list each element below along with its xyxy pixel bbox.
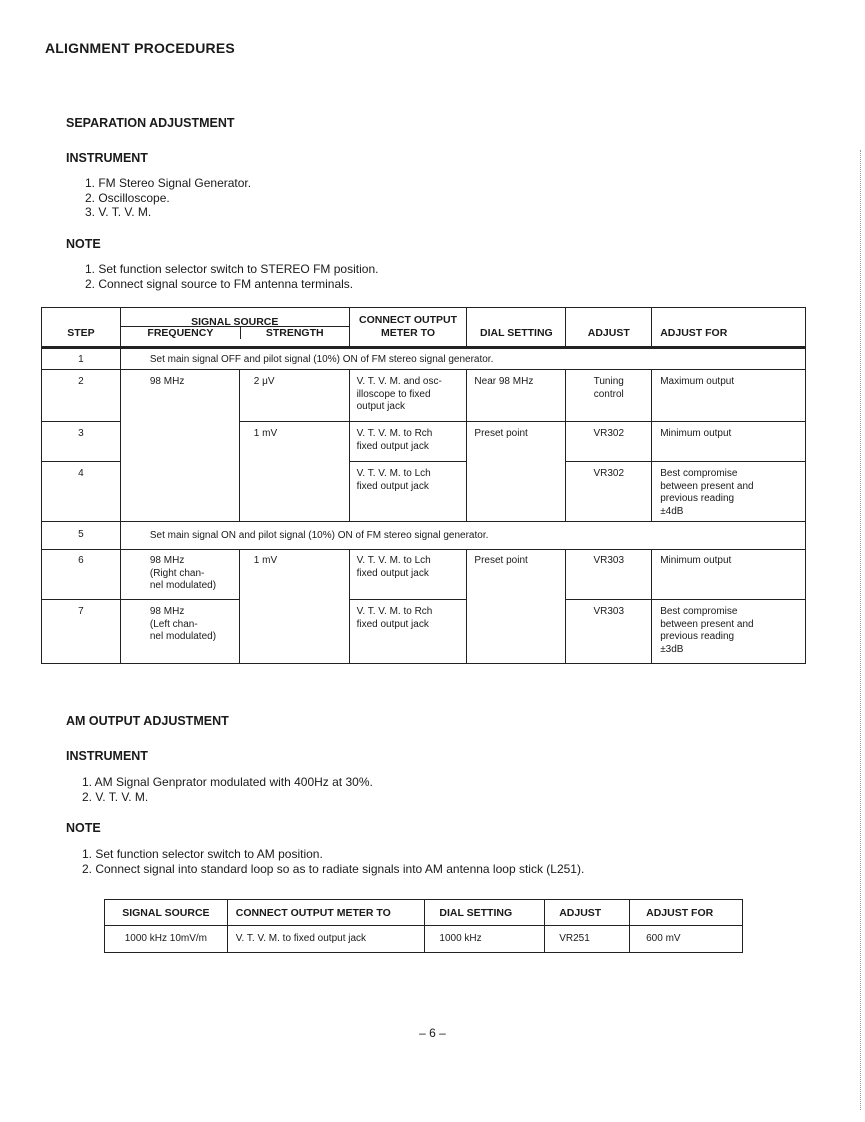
table-row bbox=[42, 370, 806, 422]
am-header-adjust: ADJUST bbox=[545, 900, 630, 926]
am-title: AM OUTPUT ADJUSTMENT bbox=[66, 714, 229, 728]
list-item: 1. Set function selector switch to STEREO FM position. bbox=[85, 262, 379, 276]
am-adjust-for-cell: 600 mV bbox=[630, 926, 743, 953]
step-cell: 2 bbox=[42, 370, 121, 422]
am-instrument-heading: INSTRUMENT bbox=[66, 749, 148, 763]
list-item: 2. V. T. V. M. bbox=[82, 789, 149, 804]
am-adjust-cell: VR251 bbox=[545, 926, 630, 953]
frequency-cell: 98 MHz (Right chan- nel modulated) bbox=[120, 550, 239, 600]
connect-cell: V. T. V. M. to Rch fixed output jack bbox=[349, 600, 467, 664]
dial-cell-empty bbox=[467, 462, 566, 522]
strength-cell: 2 μV bbox=[239, 370, 349, 422]
dial-cell: Preset point bbox=[467, 422, 566, 462]
list-item: 1. FM Stereo Signal Generator. bbox=[85, 176, 252, 190]
header-adjust: ADJUST bbox=[566, 308, 652, 348]
frequency-cell-empty bbox=[120, 422, 239, 462]
list-item: 3. V. T. V. M. bbox=[85, 205, 152, 219]
connect-cell: V. T. V. M. to Lch fixed output jack bbox=[349, 550, 467, 600]
header-frequency: FREQUENCY bbox=[121, 327, 241, 339]
list-item: 2. Oscilloscope. bbox=[85, 190, 170, 205]
step-cell: 1 bbox=[42, 348, 121, 370]
strength-cell-empty bbox=[239, 600, 349, 664]
header-signal-source-label: SIGNAL SOURCE bbox=[191, 316, 279, 328]
separation-instrument-heading: INSTRUMENT bbox=[66, 151, 148, 165]
adjust-cell: VR302 bbox=[566, 422, 652, 462]
step-cell: 4 bbox=[42, 462, 121, 522]
table-row bbox=[42, 462, 806, 522]
table-row bbox=[42, 422, 806, 462]
header-signal-source bbox=[120, 308, 349, 348]
frequency-cell-empty bbox=[120, 462, 239, 522]
am-header-signal-source: SIGNAL SOURCE bbox=[105, 900, 228, 926]
adjust-for-cell: Minimum output bbox=[652, 422, 806, 462]
strength-cell: 1 mV bbox=[239, 550, 349, 600]
strength-cell: 1 mV bbox=[239, 422, 349, 462]
table-row bbox=[42, 348, 806, 370]
connect-cell: V. T. V. M. and osc- illoscope to fixed output jack bbox=[349, 370, 467, 422]
adjust-cell: VR303 bbox=[566, 550, 652, 600]
header-adjust-for: ADJUST FOR bbox=[652, 308, 806, 348]
am-note-heading: NOTE bbox=[66, 821, 101, 835]
adjust-for-cell: Best compromise between present and previous reading ±4dB bbox=[652, 462, 806, 522]
am-header-dial: DIAL SETTING bbox=[425, 900, 545, 926]
adjust-for-cell: Minimum output bbox=[652, 550, 806, 600]
header-connect-output: CONNECT OUTPUT METER TO bbox=[349, 308, 467, 348]
list-item: 2. Connect signal source to FM antenna terminals. bbox=[85, 276, 354, 291]
table-row bbox=[42, 600, 806, 664]
page-title: ALIGNMENT PROCEDURES bbox=[45, 40, 235, 56]
instruction-cell: Set main signal OFF and pilot signal (10%) ON of FM stereo signal generator. bbox=[120, 348, 805, 370]
am-header-adjust-for: ADJUST FOR bbox=[630, 900, 743, 926]
am-note-list bbox=[82, 847, 584, 876]
connect-cell: V. T. V. M. to Rch fixed output jack bbox=[349, 422, 467, 462]
step-cell: 7 bbox=[42, 600, 121, 664]
header-step: STEP bbox=[42, 308, 121, 348]
dial-cell-empty bbox=[467, 600, 566, 664]
header-strength: STRENGTH bbox=[265, 327, 324, 339]
step-cell: 6 bbox=[42, 550, 121, 600]
adjust-for-cell: Maximum output bbox=[652, 370, 806, 422]
step-cell: 3 bbox=[42, 422, 121, 462]
am-dial-cell: 1000 kHz bbox=[425, 926, 545, 953]
page-number: – 6 – bbox=[419, 1026, 446, 1040]
list-item: 1. Set function selector switch to AM position. bbox=[82, 847, 323, 861]
strength-cell-empty bbox=[239, 462, 349, 522]
list-item: 1. AM Signal Genprator modulated with 400Hz at 30%. bbox=[82, 775, 373, 789]
am-header-connect: CONNECT OUTPUT METER TO bbox=[227, 900, 425, 926]
frequency-cell: 98 MHz bbox=[120, 370, 239, 422]
am-signal-source-cell: 1000 kHz 10mV/m bbox=[105, 926, 228, 953]
adjust-cell: VR302 bbox=[566, 462, 652, 522]
separation-instrument-list bbox=[85, 176, 251, 220]
frequency-cell: 98 MHz (Left chan- nel modulated) bbox=[120, 600, 239, 664]
separation-note-heading: NOTE bbox=[66, 237, 101, 251]
adjust-cell: VR303 bbox=[566, 600, 652, 664]
connect-cell: V. T. V. M. to Lch fixed output jack bbox=[349, 462, 467, 522]
table-row bbox=[42, 550, 806, 600]
separation-table bbox=[41, 307, 806, 664]
dial-cell: Preset point bbox=[467, 550, 566, 600]
step-cell: 5 bbox=[42, 522, 121, 550]
am-table bbox=[104, 899, 743, 953]
dial-cell: Near 98 MHz bbox=[467, 370, 566, 422]
table-row bbox=[105, 926, 743, 953]
header-dial-setting: DIAL SETTING bbox=[467, 308, 566, 348]
adjust-cell: Tuning control bbox=[566, 370, 652, 422]
am-connect-cell: V. T. V. M. to fixed output jack bbox=[227, 926, 425, 953]
separation-title: SEPARATION ADJUSTMENT bbox=[66, 116, 235, 130]
adjust-for-cell: Best compromise between present and previous reading ±3dB bbox=[652, 600, 806, 664]
page-edge-line bbox=[859, 150, 861, 1110]
table-row bbox=[42, 522, 806, 550]
separation-note-list bbox=[85, 262, 378, 291]
instruction-cell: Set main signal ON and pilot signal (10%) ON of FM stereo signal generator. bbox=[120, 522, 805, 550]
list-item: 2. Connect signal into standard loop so as to radiate signals into AM antenna loop stick (L251). bbox=[82, 861, 585, 876]
am-instrument-list bbox=[82, 775, 373, 804]
